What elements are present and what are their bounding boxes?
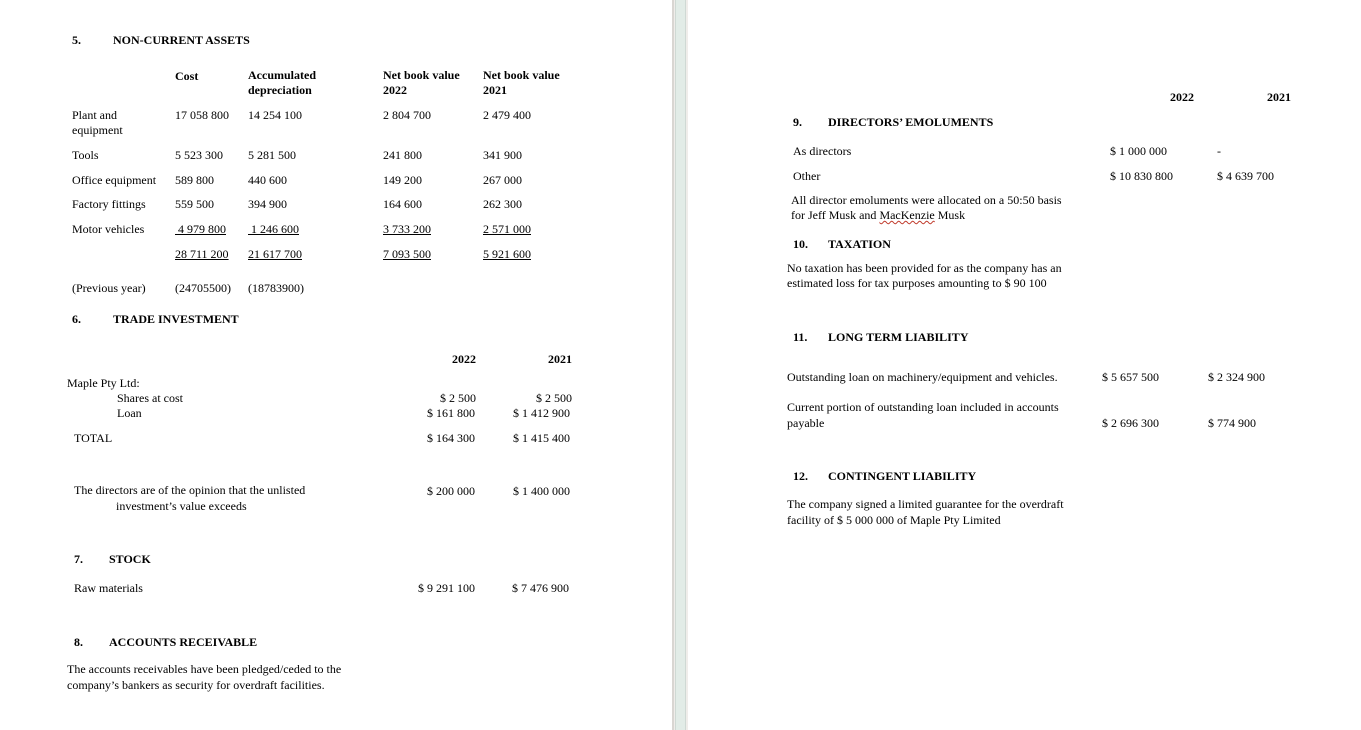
note10-text-2: estimated loss for tax purposes amounting to $ 90 100	[787, 276, 1047, 290]
raw-materials-label: Raw materials	[74, 581, 143, 595]
asset-nbv2022: 149 200	[383, 173, 422, 187]
asset-dep: 5 281 500	[248, 148, 296, 162]
asset-label: Office equipment	[72, 173, 157, 187]
page-gutter	[672, 0, 688, 730]
long-term-loan-label: Outstanding loan on machinery/equipment and vehicles.	[787, 370, 1058, 384]
note9-number: 9.	[793, 115, 802, 129]
emoluments-other-2022: $ 10 830 800	[1110, 169, 1173, 183]
asset-cost: 4 979 800	[178, 222, 226, 236]
vertical-scrollbar[interactable]	[675, 0, 686, 730]
header-nbv2022-1: Net book value	[383, 68, 460, 82]
current-portion-2021: $ 774 900	[1208, 416, 1256, 430]
note5-title: NON-CURRENT ASSETS	[113, 33, 250, 47]
asset-dep: 1 246 600	[251, 222, 299, 236]
note12-title: CONTINGENT LIABILITY	[828, 469, 977, 483]
previous-year-cost: (24705500)	[175, 281, 231, 295]
header-cost: Cost	[175, 69, 199, 83]
long-term-loan-2022: $ 5 657 500	[1102, 370, 1159, 384]
current-portion-label-1: Current portion of outstanding loan included in accounts	[787, 400, 1059, 414]
note8-number: 8.	[74, 635, 83, 649]
opinion-text-2: investment’s value exceeds	[116, 499, 247, 513]
asset-cost: 17 058 800	[175, 108, 229, 122]
note10-text-1: No taxation has been provided for as the company has an	[787, 261, 1062, 275]
right-year-2021: 2021	[1267, 90, 1291, 104]
shares-2021: $ 2 500	[536, 391, 572, 405]
header-nbv2022-2: 2022	[383, 83, 407, 97]
note8-title: ACCOUNTS RECEIVABLE	[109, 635, 258, 649]
asset-nbv2021: 341 900	[483, 148, 522, 162]
raw-materials-2022: $ 9 291 100	[418, 581, 475, 595]
emoluments-directors-2022: $ 1 000 000	[1110, 144, 1167, 158]
right-page	[688, 0, 1361, 730]
note12-number: 12.	[793, 469, 808, 483]
note9-title: DIRECTORS’ EMOLUMENTS	[828, 115, 994, 129]
asset-nbv2022: 164 600	[383, 197, 422, 211]
note6-title: TRADE INVESTMENT	[113, 312, 239, 326]
note9-text-1: All director emoluments were allocated on a 50:50 basis	[791, 193, 1062, 207]
emoluments-directors-label: As directors	[793, 144, 852, 158]
note10-number: 10.	[793, 237, 808, 251]
asset-dep: 14 254 100	[248, 108, 302, 122]
note8-text-1: The accounts receivables have been pledged/ceded to the	[67, 662, 342, 676]
note8-text-2: company’s bankers as security for overdraft facilities.	[67, 678, 325, 692]
note6-year-2022: 2022	[452, 352, 476, 366]
asset-label: Factory fittings	[72, 197, 146, 211]
note6-year-2021: 2021	[548, 352, 572, 366]
asset-nbv2022: 3 733 200	[383, 222, 431, 236]
asset-dep: 440 600	[248, 173, 287, 187]
asset-label-2: equipment	[72, 123, 123, 137]
asset-label: Motor vehicles	[72, 222, 145, 236]
note11-title: LONG TERM LIABILITY	[828, 330, 969, 344]
header-nbv2021-1: Net book value	[483, 68, 560, 82]
emoluments-other-2021: $ 4 639 700	[1217, 169, 1274, 183]
asset-cost: 589 800	[175, 173, 214, 187]
investment-total-2021: $ 1 415 400	[513, 431, 570, 445]
investee-company: Maple Pty Ltd:	[67, 376, 140, 390]
total-nbv2022: 7 093 500	[383, 247, 431, 261]
shares-2022: $ 2 500	[440, 391, 476, 405]
note12-text-2: facility of $ 5 000 000 of Maple Pty Limited	[787, 513, 1001, 527]
opinion-text-1: The directors are of the opinion that the unlisted	[74, 483, 306, 497]
previous-year-dep: (18783900)	[248, 281, 304, 295]
note6-number: 6.	[72, 312, 81, 326]
raw-materials-2021: $ 7 476 900	[512, 581, 569, 595]
long-term-loan-2021: $ 2 324 900	[1208, 370, 1265, 384]
opinion-2021: $ 1 400 000	[513, 484, 570, 498]
right-year-2022: 2022	[1170, 90, 1194, 104]
note12-text-1: The company signed a limited guarantee for the overdraft	[787, 497, 1064, 511]
asset-nbv2021: 262 300	[483, 197, 522, 211]
emoluments-directors-2021: -	[1217, 144, 1221, 158]
asset-cost: 559 500	[175, 197, 214, 211]
asset-nbv2022: 2 804 700	[383, 108, 431, 122]
note11-number: 11.	[793, 330, 808, 344]
note7-number: 7.	[74, 552, 83, 566]
note7-title: STOCK	[109, 552, 151, 566]
header-acc-dep-1: Accumulated	[248, 68, 316, 82]
loan-label: Loan	[117, 406, 142, 420]
total-cost: 28 711 200	[175, 247, 229, 261]
asset-nbv2022: 241 800	[383, 148, 422, 162]
investment-total-label: TOTAL	[74, 431, 113, 445]
asset-label: Plant and	[72, 108, 117, 122]
total-dep: 21 617 700	[248, 247, 302, 261]
loan-2022: $ 161 800	[427, 406, 475, 420]
note9-text-2: for Jeff Musk and MacKenzie Musk	[791, 208, 966, 222]
header-nbv2021-2: 2021	[483, 83, 507, 97]
note10-title: TAXATION	[828, 237, 891, 251]
asset-nbv2021: 2 479 400	[483, 108, 531, 122]
emoluments-other-label: Other	[793, 169, 821, 183]
previous-year-label: (Previous year)	[72, 281, 146, 295]
loan-2021: $ 1 412 900	[513, 406, 570, 420]
header-acc-dep-2: depreciation	[248, 83, 312, 97]
current-portion-label-2: payable	[787, 416, 825, 430]
asset-nbv2021: 267 000	[483, 173, 522, 187]
shares-label: Shares at cost	[117, 391, 183, 405]
asset-dep: 394 900	[248, 197, 287, 211]
asset-nbv2021: 2 571 000	[483, 222, 531, 236]
total-nbv2021: 5 921 600	[483, 247, 531, 261]
opinion-2022: $ 200 000	[427, 484, 475, 498]
investment-total-2022: $ 164 300	[427, 431, 475, 445]
note5-number: 5.	[72, 33, 81, 47]
left-page	[0, 0, 672, 730]
asset-cost: 5 523 300	[175, 148, 223, 162]
asset-label: Tools	[72, 148, 99, 162]
current-portion-2022: $ 2 696 300	[1102, 416, 1159, 430]
